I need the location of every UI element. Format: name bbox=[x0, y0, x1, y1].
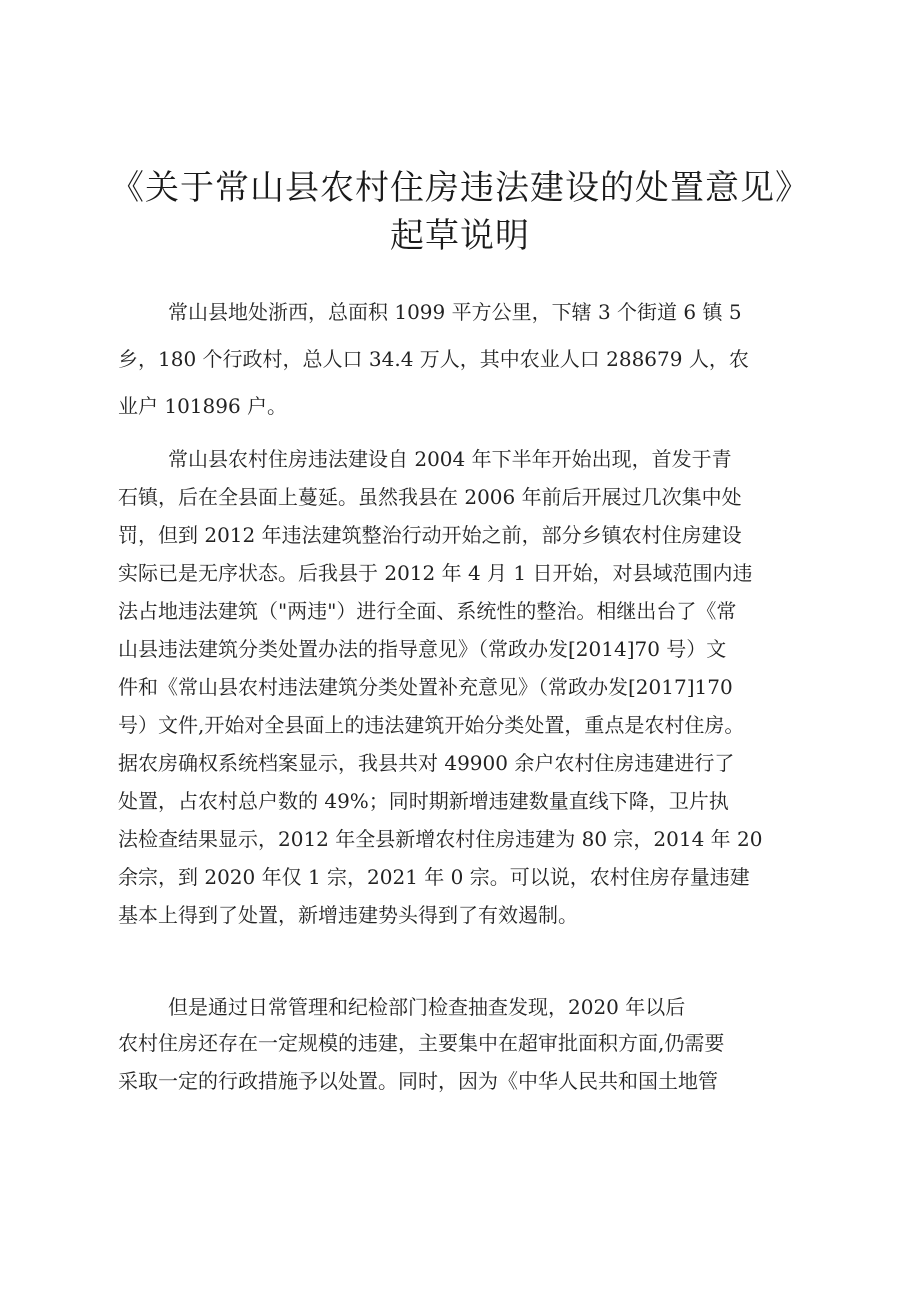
text-line: 乡，180 个行政村，总人口 34.4 万人，其中农业人口 288679 人，农 bbox=[118, 347, 749, 371]
text-line: 但是通过日常管理和纪检部门检查抽查发现，2020 年以后 bbox=[168, 995, 686, 1019]
text-line: 山县违法建筑分类处置办法的指导意见》（常政办发[2014]70 号）文 bbox=[118, 637, 727, 661]
text-line: 法占地违法建筑（"两违"）进行全面、系统性的整治。相继出台了《常 bbox=[118, 599, 737, 623]
text-line: 实际已是无序状态。后我县于 2012 年 4 月 1 日开始，对县域范围内违 bbox=[118, 561, 753, 585]
text-line: 常山县农村住房违法建设自 2004 年下半年开始出现，首发于青 bbox=[168, 447, 732, 471]
document-title: 《关于常山县农村住房违法建设的处置意见》 bbox=[110, 168, 810, 208]
text-line: 余宗，到 2020 年仅 1 宗，2021 年 0 宗。可以说，农村住房存量违建 bbox=[118, 865, 750, 889]
text-line: 基本上得到了处置，新增违建势头得到了有效遏制。 bbox=[118, 903, 578, 927]
document-subtitle: 起草说明 bbox=[390, 216, 530, 256]
text-line: 号）文件,开始对全县面上的违法建筑开始分类处置，重点是农村住房。 bbox=[118, 713, 745, 737]
text-line: 业户 101896 户。 bbox=[118, 394, 288, 418]
text-line: 常山县地处浙西，总面积 1099 平方公里，下辖 3 个街道 6 镇 5 bbox=[168, 300, 742, 324]
text-line: 农村住房还存在一定规模的违建，主要集中在超审批面积方面,仍需要 bbox=[118, 1031, 725, 1055]
text-line: 件和《常山县农村违法建筑分类处置补充意见》（常政办发[2017]170 bbox=[118, 675, 733, 699]
text-line: 罚，但到 2012 年违法建筑整治行动开始之前，部分乡镇农村住房建设 bbox=[118, 523, 742, 547]
text-line: 石镇，后在全县面上蔓延。虽然我县在 2006 年前后开展过几次集中处 bbox=[118, 485, 742, 509]
text-line: 处置，占农村总户数的 49%；同时期新增违建数量直线下降，卫片执 bbox=[118, 789, 729, 813]
text-line: 据农房确权系统档案显示，我县共对 49900 余户农村住房违建进行了 bbox=[118, 751, 735, 775]
text-line: 采取一定的行政措施予以处置。同时，因为《中华人民共和国土地管 bbox=[118, 1069, 718, 1093]
text-line: 法检查结果显示，2012 年全县新增农村住房违建为 80 宗，2014 年 20 bbox=[118, 827, 763, 851]
